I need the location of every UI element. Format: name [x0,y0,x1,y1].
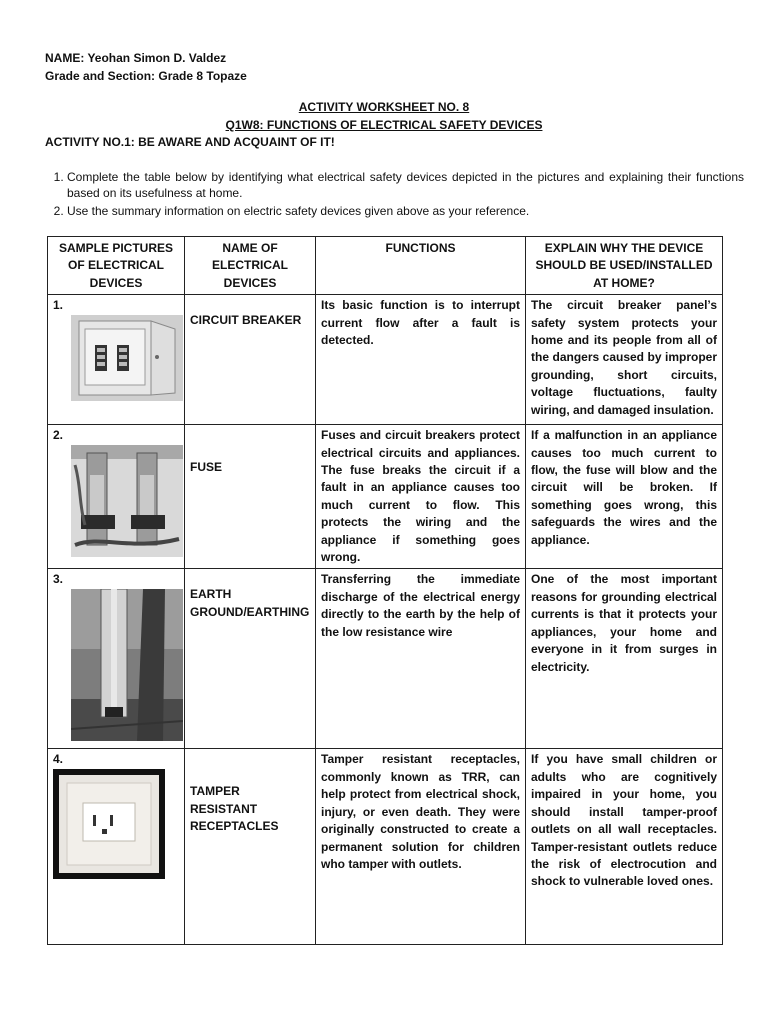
function-cell: Fuses and circuit breakers protect electrical circuits and appliances. The fuse breaks the circuit if a fault in an appliance causes too much current to flow. This protects the wiring and the appliance if something goes wrong. [316,425,526,569]
circuit-breaker-panel-photo [71,315,183,401]
device-name-cell [185,569,316,749]
student-name: NAME: Yeohan Simon D. Valdez [45,51,227,65]
header-pictures: SAMPLE PICTURES OF ELECTRICAL DEVICES [48,237,185,295]
table-row [48,569,723,749]
explanation-cell: If you have small children or adults who are cognitively impaired in your home, you should install tamper-proof outlets on all wall receptacles. Tamper-resistant outlets reduce the risk of electrocution and shock to vulnerable loved ones. [526,749,723,945]
device-name-cell [185,295,316,425]
header-functions: FUNCTIONS [316,237,526,295]
row-number: 4. [53,752,64,767]
function-cell: Tamper resistant receptacles, commonly known as TRR, can help protect from electrical shock, injury, or even death. They were originally constructed to create a permanent solution for children who tamper with outlets. [316,749,526,945]
picture-cell [48,295,185,425]
device-name-cell [185,425,316,569]
earth-ground-photo [71,589,183,741]
picture-cell [48,749,185,945]
row-number: 3. [53,572,64,587]
device-name: CIRCUIT BREAKER [190,313,302,328]
picture-cell [48,425,185,569]
instruction-item: 2. Use the summary information on electric safety devices given above as your reference. [67,203,744,219]
table-header-row [48,237,723,295]
fuse-photo [71,445,183,557]
picture-cell [48,569,185,749]
device-name: FUSE [190,460,223,475]
function-cell: Transferring the immediate discharge of the electrical energy directly to the earth by the help of the low resistance wire [316,569,526,749]
instruction-item: 1. Complete the table below by identifying what electrical safety devices depicted in the pictures and explaining their functions based on its usefulness at home. [67,169,744,201]
table-row [48,295,723,425]
row-number: 2. [53,428,64,443]
device-name-line: GROUND/EARTHING [190,604,310,619]
table-row [48,425,723,569]
explanation-cell: The circuit breaker panel’s safety system protects your home and its people from all of the dangers caused by improper grounding, short circuits, voltage fluctuations, faulty wiring, and damaged insulation. [526,295,723,425]
grade-section: Grade and Section: Grade 8 Topaze [45,69,247,83]
device-name-line: EARTH [190,587,232,602]
activity-heading: ACTIVITY NO.1: BE AWARE AND ACQUAINT OF IT! [45,135,335,149]
function-cell: Its basic function is to interrupt current flow after a fault is detected. [316,295,526,425]
table-row [48,749,723,945]
explanation-cell: If a malfunction in an appliance causes too much current to flow, the fuse will blow and the circuit will be broken. If something goes wrong, this safeguards the wires and the appliance. [526,425,723,569]
header-explain: EXPLAIN WHY THE DEVICE SHOULD BE USED/INSTALLED AT HOME? [526,237,723,295]
device-name-cell [185,749,316,945]
worksheet-subtitle: Q1W8: FUNCTIONS OF ELECTRICAL SAFETY DEVICES [225,118,543,132]
device-name: TAMPER RESISTANT RECEPTACLES [190,784,279,834]
header-names: NAME OF ELECTRICAL DEVICES [185,237,316,295]
explanation-cell: One of the most important reasons for grounding electrical currents is that it protects your appliances, your home and everyone in it from surges in electricity. [526,569,723,749]
device-name [190,586,310,621]
devices-table [47,236,723,945]
student-info [45,49,247,85]
worksheet-title: ACTIVITY WORKSHEET NO. 8 [298,100,470,114]
tamper-resistant-outlet-photo [53,769,165,879]
row-number: 1. [53,298,64,313]
instruction-list [45,169,744,221]
